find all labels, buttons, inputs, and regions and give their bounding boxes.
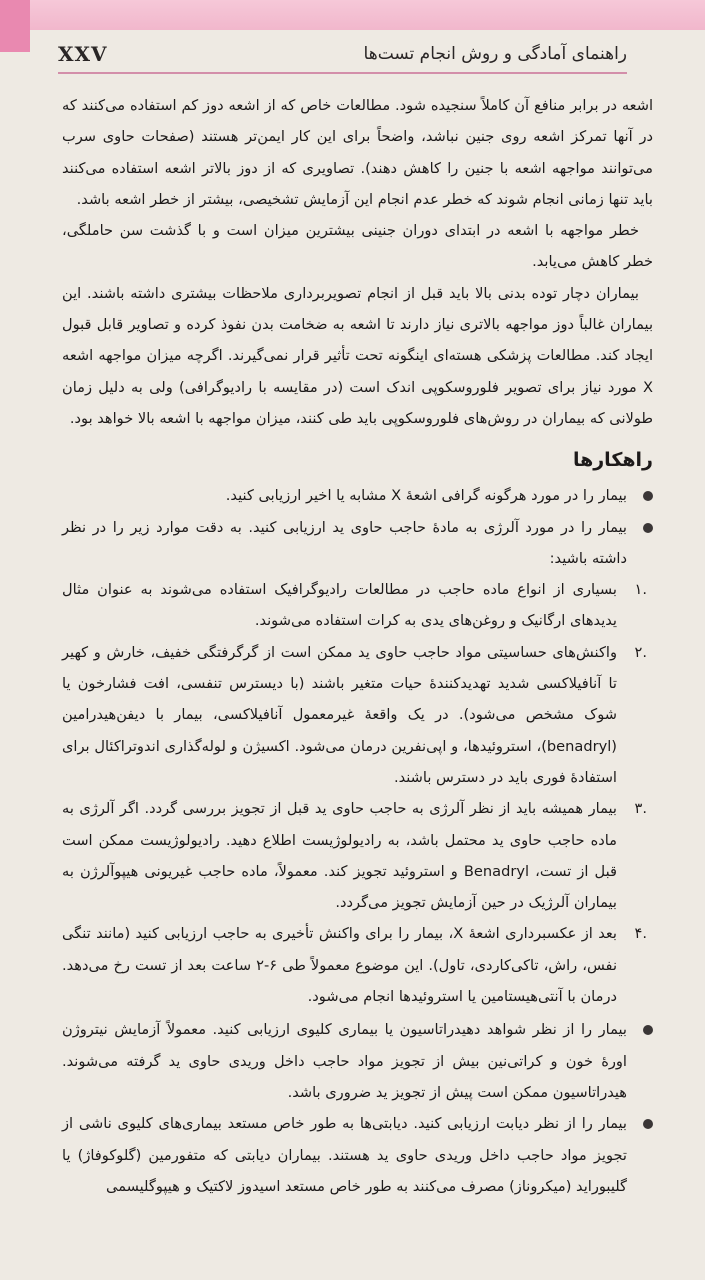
item-number: .۱ [634,581,647,599]
page-number: XXV [58,42,108,66]
paragraph: خطر مواجهه با اشعه در ابتدای دوران جنینی بیشترین میزان است و با گذشت سن حاملگی، خطر کاهش می‌یابد. [62,222,653,271]
numbered-item [62,793,653,918]
numbered-item [62,637,653,793]
bullet-text: بیمار را از نظر شواهد دهیدراتاسیون یا بیماری کلیوی ارزیابی کنید. معمولاً آزمایش نیتروژن اورهٔ خون و کراتی‌نین بیش از تجویز مواد حاجب داخل وریدی حاوی ید گرفته می‌شوند. هیدراتاسیون ممکن است پیش از تجویز ید ضروری باشد. [62,1021,627,1101]
bullet-list [62,480,653,574]
page-body [62,90,653,1202]
item-number: .۳ [634,800,647,818]
bullet-item [62,1014,653,1108]
section-heading: راهکارها [572,449,653,472]
item-number: .۲ [634,643,647,661]
item-text: بیمار همیشه باید از نظر آلرژی به حاجب حاوی ید قبل از تجویز بررسی گردد. اگر آلرژی به ماده حاجب حاوی ید محتمل باشد، به رادیولوژیست اطلاع دهید. رادیولوژیست ممکن است قبل از تست، Benadryl و استروئید تجویز کند. معمولاً، ماده حاجب غیریونی هیپوآلرژن به بیماران آلرژیک در حین آزمایش تجویز می‌گردد. [62,800,617,912]
item-text: بسیاری از انواع ماده حاجب در مطالعات رادیوگرافیک استفاده می‌شوند به عنوان مثال یدیدهای ارگانیک و روغن‌های یدی به کرات استفاده می‌شوند. [62,581,617,630]
bullet-icon [643,1025,653,1035]
bullet-item [62,480,653,511]
bullet-text: بیمار را از نظر دیابت ارزیابی کنید. دیابتی‌ها به طور خاص مستعد بیماری‌های کلیوی ناشی از تجویز مواد حاجب داخل وریدی حاوی ید هستند. بیماران دیابتی که متفورمین (گلوکوفاژ) یا گلیبوراید (میکروناز) مصرف می‌کنند به طور خاص مستعد اسیدوز لاکتیک و هیپوگلیسمی [62,1115,627,1195]
item-text: واکنش‌های حساسیتی مواد حاجب حاوی ید ممکن است از گرگرفتگی خفیف، خارش و کهیر تا آنافیلاکسی شدید تهدیدکنندهٔ حیات متغیر باشند (با دیسترس تنفسی، افت فشارخون یا شوک مشخص می‌شود). در یک واقعهٔ غیرمعمول آنافیلاکسی، بیمار با دیفن‌هیدرامین (benadryl)، استروئیدها، و اپی‌نفرین درمان می‌شود. اکسیژن و لوله‌گذاری اندوتراکئال برای استفادهٔ فوری باید در دسترس باشند. [62,643,617,786]
bullet-text: بیمار را در مورد آلرژی به مادهٔ حاجب حاوی ید ارزیابی کنید. به دقت موارد زیر را در نظر داشته باشید: [62,518,627,567]
running-title: راهنمای آمادگی و روش انجام تست‌ها [363,44,627,64]
item-text: بعد از عکسبرداری اشعهٔ X، بیمار را برای واکنش تأخیری به حاجب ارزیابی کنید (مانند تنگی نفس، راش، تاکی‌کاردی، تاول). این موضوع معمولاً طی ۶-۲ ساعت بعد از تست رخ می‌دهد. درمان با آنتی‌هیستامین یا استروئیدها انجام می‌شود. [62,925,617,1006]
paragraph: بیماران دچار توده بدنی بالا باید قبل از انجام تصویربرداری ملاحظات بیشتری داشته باشند. این بیماران غالباً دوز مواجهه بالاتری نیاز دارند تا اشعه به ضخامت بدن نفوذ کرده و تصاویر قابل قبول ایجاد کند. مطالعات پزشکی هسته‌ای اینگونه تحت تأثیر قرار نمی‌گیرند. اگرچه میزان مواجهه اشعه X مورد نیاز برای تصویر فلوروسکوپی اندک است (در مقایسه با رادیوگرافی) ولی به دلیل زمان طولانی که بیماران در روش‌های فلوروسکوپی باید طی کنند، میزان مواجهه با اشعه بالا خواهد بود. [62,284,653,427]
chapter-tab-marker [0,0,30,52]
bullet-icon [643,491,653,501]
page-header [58,36,627,74]
bullet-item [62,512,653,575]
item-number: .۴ [634,925,647,943]
numbered-list [62,574,653,1012]
bullet-text: بیمار را در مورد هرگونه گرافی اشعهٔ X مشابه یا اخیر ارزیابی کنید. [225,487,627,505]
top-color-band [0,0,705,30]
bullet-icon [643,523,653,533]
bullet-list [62,1014,653,1202]
bullet-icon [643,1119,653,1129]
bullet-item [62,1108,653,1202]
numbered-item [62,918,653,1012]
paragraph: اشعه در برابر منافع آن کاملاً سنجیده شود. مطالعات خاص که از اشعه دوز کم استفاده می‌کنند که در آنها تمرکز اشعه روی جنین نباشد، واضحاً برای این کار ایمن‌تر هستند (صفحات حاوی سرب می‌توانند مواجهه اشعه با جنین را کاهش دهند). تصاویری که از دوز بالاتر اشعه استفاده می‌کنند باید تنها زمانی انجام شوند که خطر عدم انجام این آزمایش تشخیصی، بیشتر از خطر اشعه باشد. [62,97,653,208]
numbered-item [62,574,653,637]
